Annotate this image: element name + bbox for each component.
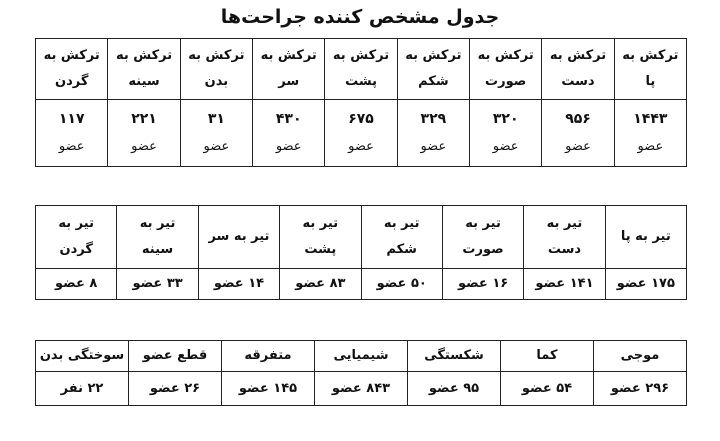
table-value-cell: ۱۱۷ عضو [36,100,108,167]
table-header-cell: شیمیایی [315,341,408,372]
table-header-cell: تیر به پا [605,206,686,269]
table-header-cell: ترکش به دست [542,39,614,100]
table-header-cell: تیر به گردن [36,206,117,269]
table-header-cell: متفرقه [222,341,315,372]
table-value-cell: ۲۲ نفر [36,372,129,406]
table-value-cell: ۳۳ عضو [117,269,198,300]
table-value-cell: ۱۴ عضو [198,269,279,300]
table-value-cell: ۲۹۶ عضو [594,372,687,406]
table-value-cell: ۳۲۹ عضو [397,100,469,167]
table-value-cell: ۳۲۰ عضو [470,100,542,167]
table-value-cell: ۱۴۵ عضو [222,372,315,406]
table-value-cell: ۴۳۰ عضو [253,100,325,167]
page-title: جدول مشخص کننده جراحت‌ها [220,6,500,28]
table-header-cell: تیر به دست [524,206,605,269]
table-header-cell: کما [501,341,594,372]
table-value-cell: ۸ عضو [36,269,117,300]
table-header-cell: موجی [594,341,687,372]
table-value-cell: ۶۷۵ عضو [325,100,397,167]
shrapnel-injuries-table [35,38,687,167]
other-injuries-table [35,340,687,406]
table-value-cell: ۱۴۱ عضو [524,269,605,300]
table-value-cell: ۱۷۵ عضو [605,269,686,300]
table-header-cell: قطع عضو [129,341,222,372]
table-header-cell: شکستگی [408,341,501,372]
table-header-cell: سوختگی بدن [36,341,129,372]
table-header-cell: ترکش به پا [614,39,686,100]
table-value-cell: ۲۶ عضو [129,372,222,406]
table-header-cell: تیر به سر [198,206,279,269]
table-value-cell: ۸۳ عضو [280,269,361,300]
table-header-cell: تیر به پشت [280,206,361,269]
table-header-cell: تیر به سینه [117,206,198,269]
table-value-cell: ۸۴۳ عضو [315,372,408,406]
table-value-cell: ۳۱ عضو [180,100,252,167]
table-header-cell: تیر به شکم [361,206,442,269]
table-value-cell: ۹۵ عضو [408,372,501,406]
table-value-cell: ۵۴ عضو [501,372,594,406]
table-value-cell: ۱۴۴۳ عضو [614,100,686,167]
table-header-cell: ترکش به شکم [397,39,469,100]
table-header-cell: ترکش به گردن [36,39,108,100]
table-value-cell: ۵۰ عضو [361,269,442,300]
bullet-injuries-table [35,205,687,300]
table-header-cell: تیر به صورت [442,206,523,269]
table-header-cell: ترکش به سر [253,39,325,100]
table-header-cell: ترکش به سینه [108,39,180,100]
table-header-cell: ترکش به صورت [470,39,542,100]
table-header-cell: ترکش به بدن [180,39,252,100]
table-header-cell: ترکش به پشت [325,39,397,100]
table-value-cell: ۲۲۱ عضو [108,100,180,167]
table-value-cell: ۱۶ عضو [442,269,523,300]
table-value-cell: ۹۵۶ عضو [542,100,614,167]
